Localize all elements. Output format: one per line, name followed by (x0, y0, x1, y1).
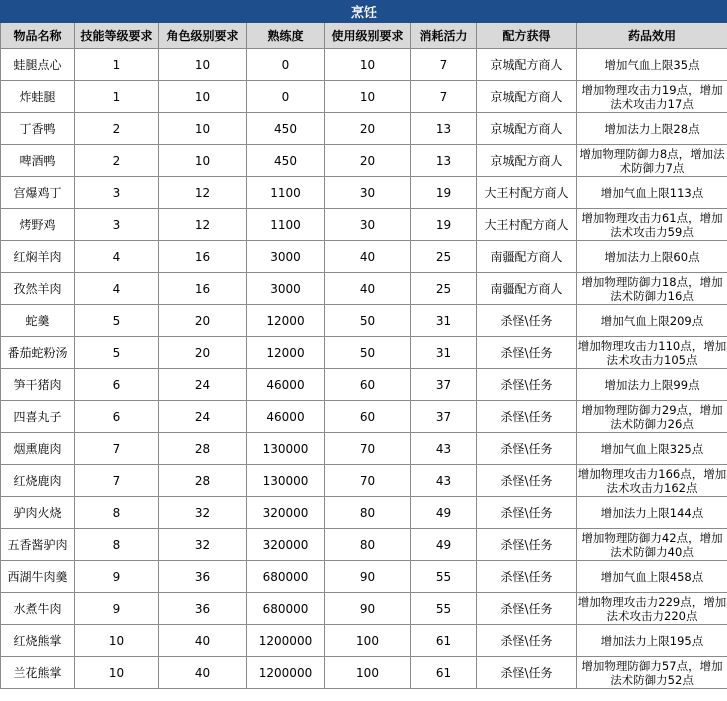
cell-use-level: 80 (325, 529, 411, 561)
cell-use-level: 50 (325, 337, 411, 369)
cell-proficiency: 3000 (247, 273, 325, 305)
cell-proficiency: 0 (247, 81, 325, 113)
cell-vitality-cost: 7 (411, 49, 477, 81)
cell-vitality-cost: 31 (411, 305, 477, 337)
cell-item-effect: 增加物理防御力42点，增加法术防御力40点 (577, 529, 727, 561)
table-row (1, 337, 727, 369)
table-row (1, 305, 727, 337)
cell-use-level: 60 (325, 369, 411, 401)
cell-proficiency: 1100 (247, 177, 325, 209)
cell-item-effect: 增加气血上限35点 (577, 49, 727, 81)
cell-skill-level: 1 (75, 81, 159, 113)
cell-skill-level: 8 (75, 497, 159, 529)
cell-use-level: 70 (325, 465, 411, 497)
cell-char-level: 16 (159, 241, 247, 273)
cell-skill-level: 9 (75, 561, 159, 593)
cell-item-effect: 增加物理攻击力229点，增加法术攻击力220点 (577, 594, 727, 623)
cell-item-name: 驴肉火烧 (1, 497, 75, 529)
cell-use-level: 100 (325, 625, 411, 657)
cell-char-level: 36 (159, 561, 247, 593)
cell-vitality-cost: 7 (411, 81, 477, 113)
cell-recipe-source: 京城配方商人 (477, 145, 577, 177)
cell-char-level: 24 (159, 369, 247, 401)
cell-vitality-cost: 43 (411, 465, 477, 497)
cell-use-level: 20 (325, 145, 411, 177)
cell-skill-level: 9 (75, 593, 159, 625)
cell-use-level: 50 (325, 305, 411, 337)
cell-recipe-source: 杀怪\任务 (477, 497, 577, 529)
cell-recipe-source: 杀怪\任务 (477, 561, 577, 593)
cell-proficiency: 320000 (247, 497, 325, 529)
column-header-char-level: 角色级别要求 (159, 23, 247, 49)
cell-item-effect: 增加物理攻击力166点，增加法术攻击力162点 (577, 466, 727, 495)
cell-item-name: 五香酱驴肉 (1, 529, 75, 561)
cell-recipe-source: 京城配方商人 (477, 49, 577, 81)
cell-vitality-cost: 49 (411, 529, 477, 561)
cell-proficiency: 680000 (247, 593, 325, 625)
table-row (1, 657, 727, 689)
cell-recipe-source: 杀怪\任务 (477, 401, 577, 433)
cell-vitality-cost: 25 (411, 273, 477, 305)
cell-vitality-cost: 19 (411, 209, 477, 241)
cell-item-name: 炸蛙腿 (1, 81, 75, 113)
cell-proficiency: 12000 (247, 337, 325, 369)
cell-vitality-cost: 55 (411, 593, 477, 625)
cell-recipe-source: 杀怪\任务 (477, 433, 577, 465)
cell-item-name: 烟熏鹿肉 (1, 433, 75, 465)
table-row (1, 529, 727, 561)
cell-proficiency: 450 (247, 113, 325, 145)
cell-use-level: 20 (325, 113, 411, 145)
cell-char-level: 10 (159, 113, 247, 145)
cell-item-name: 丁香鸭 (1, 113, 75, 145)
cell-item-name: 孜然羊肉 (1, 273, 75, 305)
cell-use-level: 100 (325, 657, 411, 689)
cell-skill-level: 6 (75, 401, 159, 433)
table-row (1, 401, 727, 433)
cell-use-level: 10 (325, 81, 411, 113)
cell-proficiency: 130000 (247, 433, 325, 465)
cell-recipe-source: 杀怪\任务 (477, 465, 577, 497)
cell-proficiency: 0 (247, 49, 325, 81)
cell-proficiency: 46000 (247, 401, 325, 433)
cell-char-level: 10 (159, 145, 247, 177)
cell-item-effect: 增加法力上限99点 (577, 369, 727, 401)
cell-item-effect: 增加法力上限60点 (577, 241, 727, 273)
cell-item-name: 红烧鹿肉 (1, 465, 75, 497)
column-header-name: 物品名称 (1, 23, 75, 49)
table-row (1, 497, 727, 529)
cell-proficiency: 1200000 (247, 625, 325, 657)
cell-use-level: 40 (325, 273, 411, 305)
cell-item-name: 宫爆鸡丁 (1, 177, 75, 209)
column-header-skill-level: 技能等级要求 (75, 23, 159, 49)
cell-item-effect: 增加法力上限28点 (577, 113, 727, 145)
cell-proficiency: 46000 (247, 369, 325, 401)
cell-item-effect: 增加气血上限113点 (577, 177, 727, 209)
cell-vitality-cost: 49 (411, 497, 477, 529)
cell-skill-level: 10 (75, 625, 159, 657)
cell-skill-level: 2 (75, 113, 159, 145)
table-row (1, 145, 727, 177)
cell-item-effect: 增加物理攻击力110点，增加法术攻击力105点 (577, 338, 727, 367)
cell-item-effect: 增加物理攻击力61点，增加法术攻击力59点 (577, 209, 727, 241)
cell-item-effect: 增加法力上限195点 (577, 625, 727, 657)
column-header-use-level: 使用级别要求 (325, 23, 411, 49)
cell-char-level: 10 (159, 81, 247, 113)
cell-skill-level: 6 (75, 369, 159, 401)
cell-recipe-source: 南疆配方商人 (477, 273, 577, 305)
cell-item-name: 烤野鸡 (1, 209, 75, 241)
cell-use-level: 80 (325, 497, 411, 529)
cell-char-level: 20 (159, 305, 247, 337)
table-row (1, 49, 727, 81)
cell-vitality-cost: 61 (411, 657, 477, 689)
table-row (1, 273, 727, 305)
table-row (1, 369, 727, 401)
cell-item-name: 兰花熊掌 (1, 657, 75, 689)
cell-char-level: 28 (159, 465, 247, 497)
cell-skill-level: 1 (75, 49, 159, 81)
table-row (1, 177, 727, 209)
cell-proficiency: 1200000 (247, 657, 325, 689)
cell-use-level: 30 (325, 209, 411, 241)
cell-vitality-cost: 13 (411, 113, 477, 145)
table-row (1, 113, 727, 145)
cell-proficiency: 320000 (247, 529, 325, 561)
cell-proficiency: 680000 (247, 561, 325, 593)
cell-recipe-source: 大王村配方商人 (477, 209, 577, 241)
cell-item-name: 蛙腿点心 (1, 49, 75, 81)
cell-item-effect: 增加气血上限325点 (577, 433, 727, 465)
table-row (1, 593, 727, 625)
cell-char-level: 12 (159, 209, 247, 241)
cell-skill-level: 3 (75, 209, 159, 241)
cell-item-name: 笋干猪肉 (1, 369, 75, 401)
cell-recipe-source: 大王村配方商人 (477, 177, 577, 209)
cell-item-effect: 增加物理防御力29点，增加法术防御力26点 (577, 401, 727, 433)
table-row (1, 625, 727, 657)
cell-skill-level: 10 (75, 657, 159, 689)
cell-char-level: 24 (159, 401, 247, 433)
cell-item-effect: 增加物理防御力8点，增加法术防御力7点 (577, 145, 727, 177)
cell-use-level: 90 (325, 561, 411, 593)
cell-recipe-source: 南疆配方商人 (477, 241, 577, 273)
column-header-proficiency: 熟练度 (247, 23, 325, 49)
cell-char-level: 20 (159, 337, 247, 369)
table-row (1, 465, 727, 497)
cell-skill-level: 7 (75, 465, 159, 497)
table-row (1, 561, 727, 593)
cell-proficiency: 1100 (247, 209, 325, 241)
cell-item-name: 四喜丸子 (1, 401, 75, 433)
cell-item-effect: 增加物理攻击力19点，增加法术攻击力17点 (577, 81, 727, 113)
cell-vitality-cost: 55 (411, 561, 477, 593)
cell-proficiency: 12000 (247, 305, 325, 337)
cell-char-level: 40 (159, 625, 247, 657)
cell-skill-level: 2 (75, 145, 159, 177)
cell-item-name: 番茄蛇粉汤 (1, 337, 75, 369)
cell-char-level: 10 (159, 49, 247, 81)
cell-vitality-cost: 25 (411, 241, 477, 273)
cell-skill-level: 5 (75, 305, 159, 337)
table-title-row (1, 1, 727, 23)
cell-vitality-cost: 61 (411, 625, 477, 657)
cell-char-level: 32 (159, 529, 247, 561)
cell-item-name: 西湖牛肉羹 (1, 561, 75, 593)
cell-use-level: 30 (325, 177, 411, 209)
cell-use-level: 70 (325, 433, 411, 465)
column-header-vitality: 消耗活力 (411, 23, 477, 49)
table-row (1, 209, 727, 241)
cell-skill-level: 5 (75, 337, 159, 369)
column-header-effect: 药品效用 (577, 23, 727, 49)
cell-char-level: 40 (159, 657, 247, 689)
cell-vitality-cost: 37 (411, 369, 477, 401)
cell-item-effect: 增加气血上限458点 (577, 561, 727, 593)
cell-use-level: 60 (325, 401, 411, 433)
cell-item-effect: 增加物理防御力57点，增加法术防御力52点 (577, 657, 727, 689)
cell-item-name: 红焖羊肉 (1, 241, 75, 273)
cell-vitality-cost: 37 (411, 401, 477, 433)
cell-item-effect: 增加法力上限144点 (577, 497, 727, 529)
cell-use-level: 10 (325, 49, 411, 81)
table-header-row (1, 23, 727, 49)
cell-char-level: 28 (159, 433, 247, 465)
cell-vitality-cost: 19 (411, 177, 477, 209)
cell-recipe-source: 杀怪\任务 (477, 369, 577, 401)
cell-recipe-source: 杀怪\任务 (477, 337, 577, 369)
table-row (1, 433, 727, 465)
cell-vitality-cost: 43 (411, 433, 477, 465)
cell-recipe-source: 杀怪\任务 (477, 657, 577, 689)
cell-skill-level: 4 (75, 241, 159, 273)
cell-item-effect: 增加物理防御力18点，增加法术防御力16点 (577, 273, 727, 305)
cell-recipe-source: 杀怪\任务 (477, 625, 577, 657)
cell-vitality-cost: 13 (411, 145, 477, 177)
cell-char-level: 32 (159, 497, 247, 529)
cell-char-level: 36 (159, 593, 247, 625)
table-row (1, 81, 727, 113)
cell-item-name: 蛇羹 (1, 305, 75, 337)
cell-recipe-source: 京城配方商人 (477, 81, 577, 113)
column-header-source: 配方获得 (477, 23, 577, 49)
cell-skill-level: 4 (75, 273, 159, 305)
cell-proficiency: 450 (247, 145, 325, 177)
cell-use-level: 40 (325, 241, 411, 273)
cell-vitality-cost: 31 (411, 337, 477, 369)
cell-skill-level: 7 (75, 433, 159, 465)
cell-item-name: 啤酒鸭 (1, 145, 75, 177)
cell-proficiency: 3000 (247, 241, 325, 273)
cell-char-level: 12 (159, 177, 247, 209)
cell-char-level: 16 (159, 273, 247, 305)
cell-recipe-source: 杀怪\任务 (477, 305, 577, 337)
cell-recipe-source: 杀怪\任务 (477, 593, 577, 625)
cell-skill-level: 8 (75, 529, 159, 561)
cell-item-effect: 增加气血上限209点 (577, 305, 727, 337)
table-row (1, 241, 727, 273)
cell-proficiency: 130000 (247, 465, 325, 497)
cell-recipe-source: 杀怪\任务 (477, 529, 577, 561)
cell-skill-level: 3 (75, 177, 159, 209)
cell-item-name: 红烧熊掌 (1, 625, 75, 657)
table-title: 烹饪 (1, 1, 727, 23)
cell-use-level: 90 (325, 593, 411, 625)
cell-recipe-source: 京城配方商人 (477, 113, 577, 145)
cell-item-name: 水煮牛肉 (1, 593, 75, 625)
table-body (1, 49, 727, 689)
